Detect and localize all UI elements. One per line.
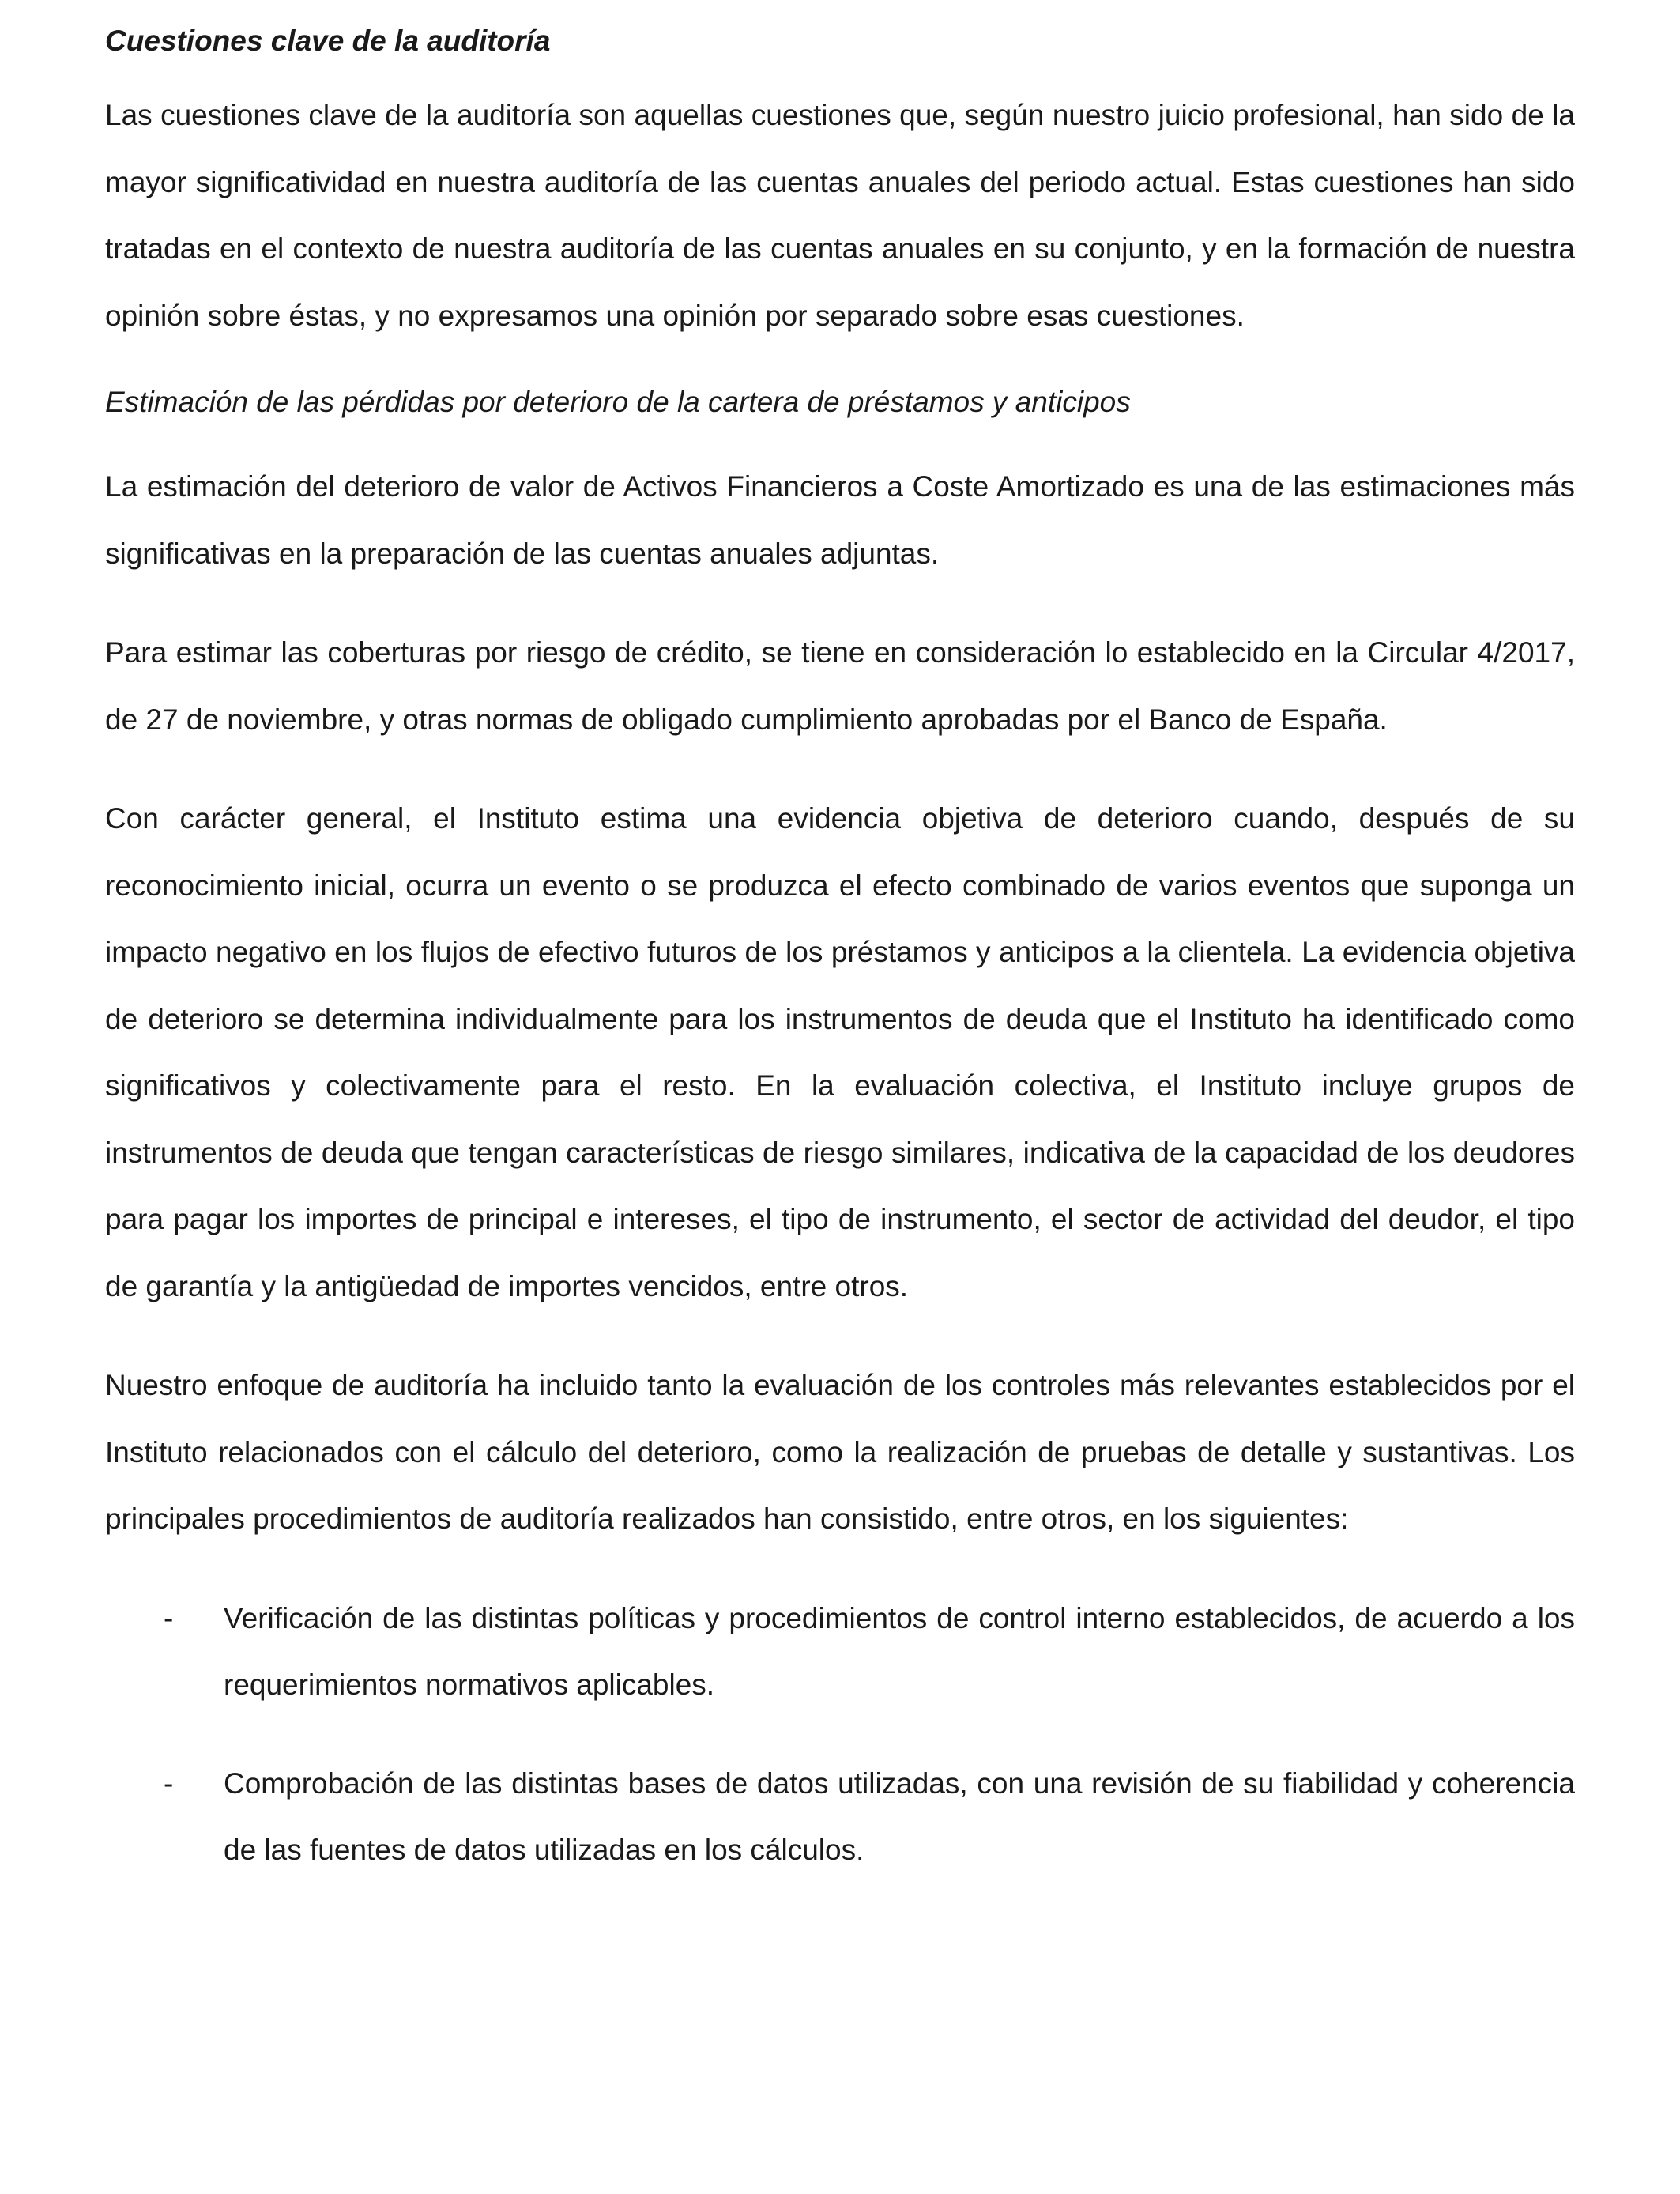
- subsection-heading: Estimación de las pérdidas por deterioro de la cartera de préstamos y anticipos: [105, 386, 1131, 418]
- list-item-text: Verificación de las distintas políticas y procedimientos de control interno establecidos, de acuerdo a los requerimientos normativos aplicables.: [224, 1601, 1575, 1701]
- list-item: [105, 1751, 1575, 1884]
- bullet-dash: -: [164, 1766, 174, 1800]
- procedures-list: [105, 1585, 1575, 1884]
- list-item: [105, 1585, 1575, 1719]
- paragraph-3: Con carácter general, el Instituto estima una evidencia objetiva de deterioro cuando, después de su reconocimiento inicial, ocurra un evento o se produzca el efecto combinado de varios eventos que suponga un impacto negativo en los flujos de efectivo futuros de los préstamos y anticipos a la clientela. La evidencia objetiva de deterioro se determina individualmente para los instrumentos de deuda que el Instituto ha identificado como significativos y colectivamente para el resto. En la evaluación colectiva, el Instituto incluye grupos de instrumentos de deuda que tengan características de riesgo similares, indicativa de la capacidad de los deudores para pagar los importes de principal e intereses, el tipo de instrumento, el sector de actividad del deudor, el tipo de garantía y la antigüedad de importes vencidos, entre otros.: [105, 802, 1575, 1302]
- document-body: [105, 21, 1575, 1916]
- paragraph-4: Nuestro enfoque de auditoría ha incluido tanto la evaluación de los controles más relevantes establecidos por el Instituto relacionados con el cálculo del deterioro, como la realización de pruebas de detalle y sustantivas. Los principales procedimientos de auditoría realizados han consistido, entre otros, en los siguientes:: [105, 1369, 1575, 1535]
- paragraph-1: La estimación del deterioro de valor de Activos Financieros a Coste Amortizado es una de las estimaciones más significativas en la preparación de las cuentas anuales adjuntas.: [105, 470, 1575, 570]
- section-heading: Cuestiones clave de la auditoría: [105, 25, 551, 57]
- list-item-text: Comprobación de las distintas bases de datos utilizadas, con una revisión de su fiabilidad y coherencia de las fuentes de datos utilizadas en los cálculos.: [224, 1766, 1575, 1866]
- bullet-dash: -: [164, 1601, 174, 1634]
- paragraph-2: Para estimar las coberturas por riesgo de crédito, se tiene en consideración lo establecido en la Circular 4/2017, de 27 de noviembre, y otras normas de obligado cumplimiento aprobadas por el Banco de España.: [105, 636, 1575, 736]
- intro-paragraph: Las cuestiones clave de la auditoría son aquellas cuestiones que, según nuestro juicio profesional, han sido de la mayor significatividad en nuestra auditoría de las cuentas anuales del periodo actual. Estas cuestiones han sido tratadas en el contexto de nuestra auditoría de las cuentas anuales en su conjunto, y en la formación de nuestra opinión sobre éstas, y no expresamos una opinión por separado sobre esas cuestiones.: [105, 99, 1575, 332]
